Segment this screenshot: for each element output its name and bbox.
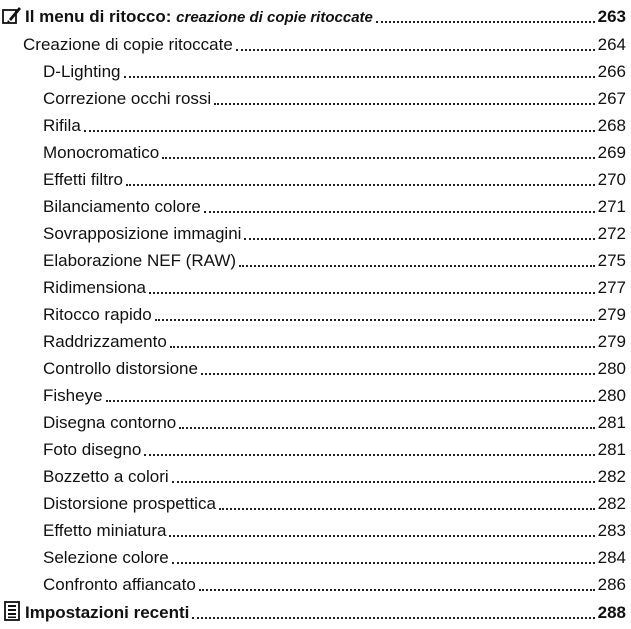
toc-entry[interactable]	[0, 86, 631, 112]
toc-page-number: 284	[597, 548, 626, 567]
toc-entry-label: Ritocco rapido	[43, 305, 152, 324]
dot-leader	[201, 372, 595, 375]
dot-leader	[239, 264, 595, 267]
dot-leader	[106, 399, 595, 402]
toc-page-number: 286	[597, 575, 626, 594]
toc-page-number: 279	[597, 332, 626, 351]
toc-page-number: 281	[597, 440, 626, 459]
toc-entry-label: Monocromatico	[43, 143, 160, 162]
toc-entry-label: Correzione occhi rossi	[43, 89, 212, 108]
toc-entry[interactable]	[0, 518, 631, 544]
toc-entry-label: Rifila	[43, 116, 81, 135]
toc-entry[interactable]	[0, 248, 631, 274]
toc-entry[interactable]	[0, 275, 631, 301]
toc-page-number: 271	[597, 197, 626, 216]
dot-leader	[149, 291, 595, 294]
toc-entry-label: Controllo distorsione	[43, 359, 198, 378]
toc-page-number: 277	[597, 278, 626, 297]
toc-entry-label: Distorsione prospettica	[43, 494, 216, 513]
toc-entry-label: Fisheye	[43, 386, 103, 405]
toc-page-number: 279	[597, 305, 626, 324]
toc-entry-label: Raddrizzamento	[43, 332, 167, 351]
toc-section-retouch[interactable]	[0, 4, 631, 30]
toc-entry-label: Selezione colore	[43, 548, 169, 567]
toc-entry[interactable]	[0, 167, 631, 193]
toc-page-number: 288	[597, 603, 626, 622]
toc-entry[interactable]	[0, 59, 631, 85]
toc-page-number: 263	[597, 7, 626, 26]
toc-page-number: 267	[597, 89, 626, 108]
toc-entry-label: Effetto miniatura	[43, 521, 167, 540]
dot-leader	[162, 156, 594, 159]
toc-section-retouch-title: Il menu di ritocco:	[25, 7, 172, 26]
toc-entry[interactable]	[0, 329, 631, 355]
toc-section-retouch-label	[2, 4, 373, 31]
toc-entry-creazione[interactable]	[0, 32, 631, 58]
toc-page-number: 275	[597, 251, 626, 270]
toc-page-number: 283	[597, 521, 626, 540]
toc-page-number: 264	[597, 35, 626, 54]
toc-entry-label: D-Lighting	[43, 62, 121, 81]
toc-entry-label: Foto disegno	[43, 440, 142, 459]
dot-leader	[192, 616, 594, 619]
toc-page-number: 280	[597, 359, 626, 378]
dot-leader	[124, 75, 595, 78]
dot-leader	[214, 102, 594, 105]
toc-entry[interactable]	[0, 572, 631, 598]
toc-entry[interactable]	[0, 545, 631, 571]
toc-entry[interactable]	[0, 437, 631, 463]
toc-page-number: 282	[597, 494, 626, 513]
toc-entry-label: Bozzetto a colori	[43, 467, 169, 486]
dot-leader	[144, 453, 594, 456]
dot-leader	[155, 318, 595, 321]
toc-section-recent[interactable]	[0, 600, 631, 626]
dot-leader	[84, 129, 595, 132]
dot-leader	[172, 480, 595, 483]
toc-section-recent-title: Impostazioni recenti	[25, 603, 190, 622]
dot-leader	[199, 588, 595, 591]
toc-entry-label: Creazione di copie ritoccate	[23, 35, 233, 54]
toc-entry[interactable]	[0, 140, 631, 166]
toc-entry-label: Bilanciamento colore	[43, 197, 201, 216]
toc-page-number: 269	[597, 143, 626, 162]
dot-leader	[170, 345, 595, 348]
toc-page-number: 281	[597, 413, 626, 432]
toc-page-number: 280	[597, 386, 626, 405]
toc-page-number: 268	[597, 116, 626, 135]
toc-entry[interactable]	[0, 221, 631, 247]
toc-entry[interactable]	[0, 491, 631, 517]
toc-entry[interactable]	[0, 194, 631, 220]
toc-section-retouch-subtitle: creazione di copie ritoccate	[176, 9, 373, 26]
dot-leader	[219, 507, 595, 510]
toc-entry[interactable]	[0, 356, 631, 382]
dot-leader	[376, 20, 595, 23]
dot-leader	[179, 426, 594, 429]
toc-page-number: 272	[597, 224, 626, 243]
dot-leader	[204, 210, 595, 213]
toc-entry[interactable]	[0, 383, 631, 409]
toc-entry-label: Effetti filtro	[43, 170, 123, 189]
toc-entry-label: Sovrapposizione immagini	[43, 224, 242, 243]
dot-leader	[126, 183, 595, 186]
dot-leader	[244, 237, 594, 240]
recent-settings-icon	[2, 601, 22, 621]
toc-entry[interactable]	[0, 302, 631, 328]
retouch-menu-icon	[2, 5, 22, 25]
toc-page-number: 266	[597, 62, 626, 81]
toc-entry[interactable]	[0, 464, 631, 490]
dot-leader	[172, 561, 595, 564]
toc-entry-label: Confronto affiancato	[43, 575, 196, 594]
toc-entry-label: Disegna contorno	[43, 413, 177, 432]
dot-leader	[236, 48, 595, 51]
dot-leader	[169, 534, 594, 537]
toc-entry[interactable]	[0, 113, 631, 139]
toc-section-recent-label	[2, 600, 189, 626]
toc-page-number: 270	[597, 170, 626, 189]
toc-entry-label: Ridimensiona	[43, 278, 146, 297]
toc-page-number: 282	[597, 467, 626, 486]
toc-entry[interactable]	[0, 410, 631, 436]
toc-entry-label: Elaborazione NEF (RAW)	[43, 251, 237, 270]
